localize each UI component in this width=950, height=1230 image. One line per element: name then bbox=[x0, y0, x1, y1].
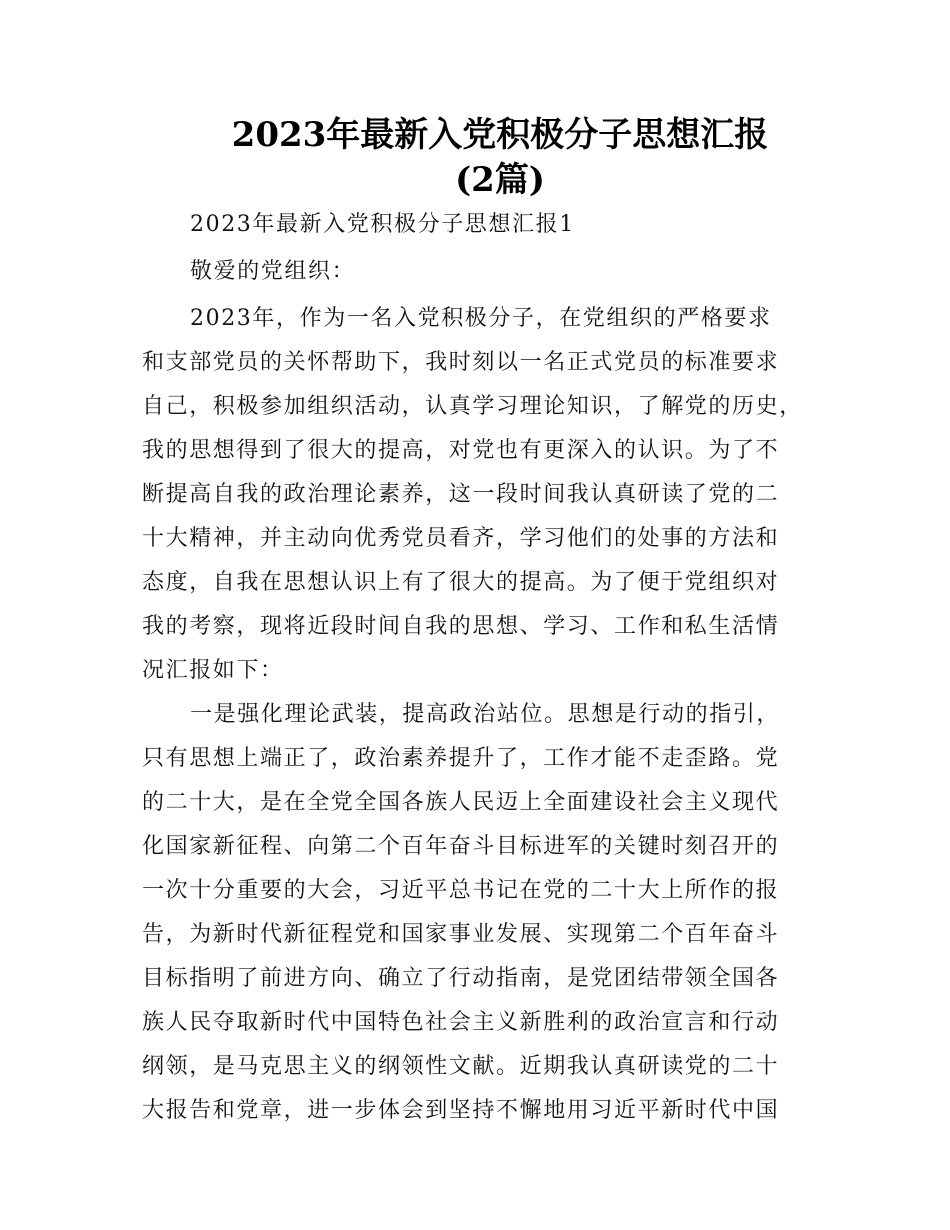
section-heading: 2023年最新入党积极分子思想汇报1 bbox=[190, 212, 575, 237]
paragraph-line: 一次十分重要的大会，习近平总书记在党的二十大上所作的报 bbox=[142, 878, 780, 903]
document-title-line-1: 2023年最新入党积极分子思想汇报 bbox=[231, 115, 769, 155]
paragraph-line: 态度，自我在思想认识上有了很大的提高。为了便于党组织对 bbox=[142, 570, 780, 595]
paragraph-line: 只有思想上端正了，政治素养提升了，工作才能不走歪路。党 bbox=[142, 746, 780, 771]
document-title-line-2: (2篇) bbox=[455, 160, 545, 200]
paragraph-line: 我的考察，现将近段时间自我的思想、学习、工作和私生活情 bbox=[142, 614, 780, 639]
paragraph-line: 目标指明了前进方向、确立了行动指南，是党团结带领全国各 bbox=[142, 966, 780, 991]
paragraph-line: 纲领，是马克思主义的纲领性文献。近期我认真研读党的二十 bbox=[142, 1054, 780, 1079]
paragraph-line: 和支部党员的关怀帮助下，我时刻以一名正式党员的标准要求 bbox=[142, 350, 780, 375]
paragraph-line: 断提高自我的政治理论素养，这一段时间我认真研读了党的二 bbox=[142, 482, 780, 507]
paragraph-line: 况汇报如下： bbox=[142, 658, 284, 683]
paragraph-line: 族人民夺取新时代中国特色社会主义新胜利的政治宣言和行动 bbox=[142, 1010, 780, 1035]
paragraph-line: 自己，积极参加组织活动，认真学习理论知识，了解党的历史， bbox=[142, 394, 803, 419]
paragraph-line: 我的思想得到了很大的提高，对党也有更深入的认识。为了不 bbox=[142, 438, 780, 463]
paragraph-line: 的二十大，是在全党全国各族人民迈上全面建设社会主义现代 bbox=[142, 790, 780, 815]
paragraph-line: 一是强化理论武装，提高政治站位。思想是行动的指引， bbox=[190, 702, 781, 727]
paragraph-line: 大报告和党章，进一步体会到坚持不懈地用习近平新时代中国 bbox=[142, 1098, 780, 1123]
salutation: 敬爱的党组织： bbox=[190, 259, 356, 284]
paragraph-line: 告，为新时代新征程党和国家事业发展、实现第二个百年奋斗 bbox=[142, 922, 780, 947]
paragraph-line: 十大精神，并主动向优秀党员看齐，学习他们的处事的方法和 bbox=[142, 526, 780, 551]
paragraph-line: 化国家新征程、向第二个百年奋斗目标进军的关键时刻召开的 bbox=[142, 834, 780, 859]
paragraph-line: 2023年，作为一名入党积极分子，在党组织的严格要求 bbox=[190, 306, 772, 331]
